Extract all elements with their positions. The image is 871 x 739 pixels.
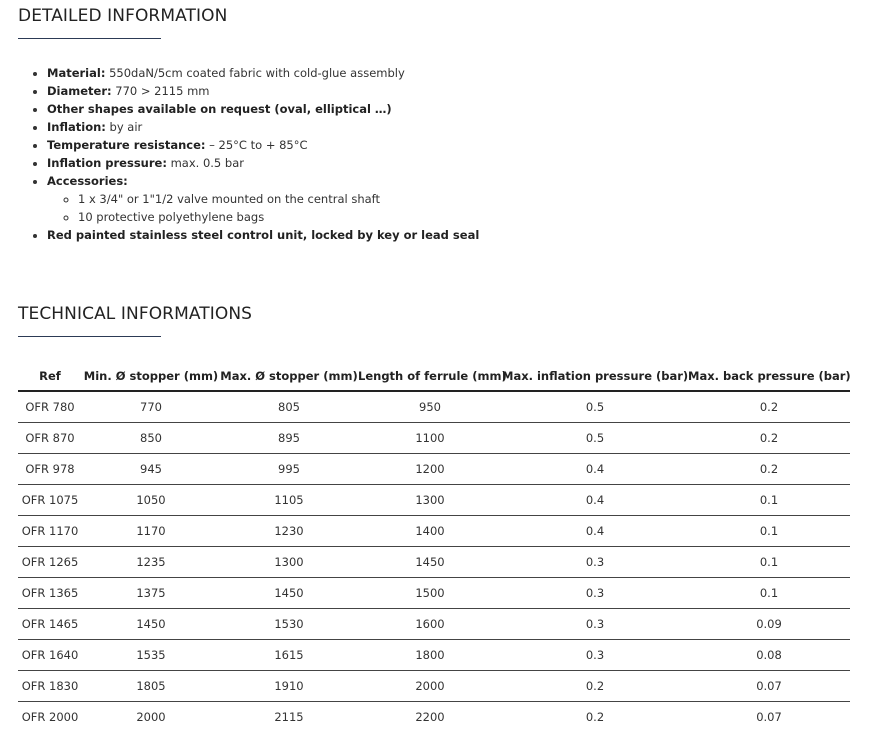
table-cell: OFR 1465 [18,609,82,640]
table-cell: 0.5 [502,423,688,454]
column-header: Max. inflation pressure (bar) [502,361,688,391]
list-item [47,154,479,172]
column-header: Length of ferrule (mm) [358,361,502,391]
detailed-information-list [22,64,479,244]
accessories-sublist [47,190,479,226]
item-text: – 25°C to + 85°C [205,138,308,152]
list-item [47,118,479,136]
table-cell: 0.1 [688,578,850,609]
item-text: 770 > 2115 mm [111,84,210,98]
column-header: Ref [18,361,82,391]
table-cell: 1200 [358,454,502,485]
table-cell: 1805 [82,671,220,702]
table-cell: 1800 [358,640,502,671]
list-item [47,100,479,118]
item-label: Material: [47,66,106,80]
accessory-item: ◦ 10 protective polyethylene bags [78,208,479,226]
item-label: Red painted stainless steel control unit, locked by key or lead seal [47,228,480,242]
table-cell: 0.2 [688,423,850,454]
column-header: Max. Ø stopper (mm) [220,361,358,391]
table-cell: 0.1 [688,485,850,516]
table-cell: 0.3 [502,609,688,640]
table-cell: 950 [358,391,502,423]
table-cell: 0.1 [688,516,850,547]
detailed-information-title: DETAILED INFORMATION [18,6,228,26]
table-row [18,702,850,733]
table-cell: 1400 [358,516,502,547]
table-row [18,485,850,516]
table-row [18,454,850,485]
table-cell: 2000 [358,671,502,702]
table-cell: 0.4 [502,454,688,485]
table-cell: OFR 1170 [18,516,82,547]
table-cell: 895 [220,423,358,454]
item-label: Inflation: [47,120,106,134]
column-header: Min. Ø stopper (mm) [82,361,220,391]
table-cell: 805 [220,391,358,423]
table-cell: 1375 [82,578,220,609]
list-item-accessories [47,172,479,226]
table-cell: 770 [82,391,220,423]
item-label: Accessories: [47,174,128,188]
table-cell: 0.4 [502,485,688,516]
item-text: max. 0.5 bar [166,156,244,170]
title-underline [18,336,161,337]
table-cell: 0.08 [688,640,850,671]
table-cell: 1300 [220,547,358,578]
table-body [18,391,850,732]
table-cell: 0.2 [688,391,850,423]
item-label: Temperature resistance: [47,138,206,152]
list-item [47,82,479,100]
table-cell: 945 [82,454,220,485]
table-header-row [18,361,850,391]
table-cell: 0.09 [688,609,850,640]
table-cell: OFR 1075 [18,485,82,516]
table-cell: 0.3 [502,578,688,609]
table-cell: 0.2 [688,454,850,485]
technical-table [18,361,850,732]
accessory-item: ◦ 1 x 3/4" or 1"1/2 valve mounted on the central shaft [78,190,479,208]
table-cell: 1535 [82,640,220,671]
table-row [18,640,850,671]
table-cell: 1450 [358,547,502,578]
item-label: Diameter: [47,84,112,98]
list-item [47,226,479,244]
table-cell: 0.2 [585,710,605,724]
list-item [47,136,479,154]
table-row [18,609,850,640]
table-cell: 1530 [220,609,358,640]
table-cell: 1450 [220,578,358,609]
table-cell: 1230 [220,516,358,547]
table-cell: 0.2 [502,671,688,702]
table-cell: 1050 [82,485,220,516]
item-text: by air [105,120,143,134]
table-row [18,671,850,702]
table-cell: 1170 [82,516,220,547]
table-row [18,423,850,454]
technical-informations-title: TECHNICAL INFORMATIONS [18,304,253,324]
table-cell: 1105 [220,485,358,516]
item-label: Other shapes available on request (oval, elliptical …) [47,102,392,116]
table-cell: OFR 2000 [21,710,79,724]
table-cell: 0.3 [502,640,688,671]
table-cell: 1600 [358,609,502,640]
table-cell: 2200 [415,710,445,724]
table-cell: 995 [220,454,358,485]
table-cell: OFR 870 [18,423,82,454]
table-cell: 1615 [220,640,358,671]
table-cell: OFR 978 [18,454,82,485]
list-item [47,64,479,82]
table-row [18,391,850,423]
table-cell: 0.3 [502,547,688,578]
table-cell: OFR 1265 [18,547,82,578]
table-cell: 0.1 [688,547,850,578]
table-cell: 2115 [274,710,304,724]
table-cell: 0.5 [502,391,688,423]
table-cell: OFR 1830 [18,671,82,702]
table-row [18,516,850,547]
item-label: Inflation pressure: [47,156,167,170]
table-cell: 0.07 [688,671,850,702]
table-cell: 1910 [220,671,358,702]
table-cell: 1450 [82,609,220,640]
item-text: 550daN/5cm coated fabric with cold-glue assembly [105,66,405,80]
column-header: Max. back pressure (bar) [688,361,850,391]
table-cell: 2000 [136,710,166,724]
table-row [18,547,850,578]
table-cell: OFR 1365 [18,578,82,609]
table-cell: OFR 780 [18,391,82,423]
table-cell: 1235 [82,547,220,578]
table-cell: 1300 [358,485,502,516]
table-cell: OFR 1640 [18,640,82,671]
title-underline [18,38,161,39]
table-cell: 1100 [358,423,502,454]
table-cell: 0.07 [756,710,782,724]
table-row [18,578,850,609]
table-cell: 850 [82,423,220,454]
table-cell: 0.4 [502,516,688,547]
table-cell: 1500 [358,578,502,609]
